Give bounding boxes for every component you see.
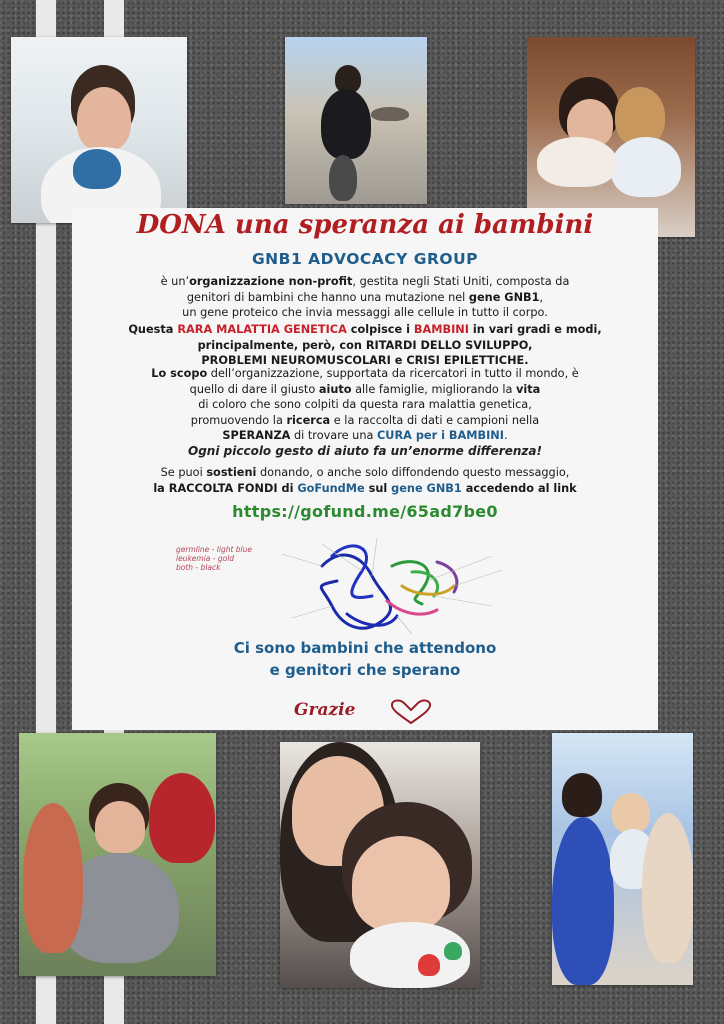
org-name: GNB1 ADVOCACY GROUP <box>251 250 479 268</box>
mission-paragraph: Lo scopo dell’organizzazione, supportata da ricercatori in tutto il mondo, è quello di dare il giusto aiuto alle famiglie, migliorando la vita di coloro che sono colpiti da questa rara malattia genetica, promuovendo la ricerca e la raccolta di dati e campioni nella SPERANZA di trovare una CURA per i BAMBINI. <box>151 367 579 443</box>
photo-mother-daughter <box>280 742 480 988</box>
donate-paragraph: Se puoi sostieni donando, o anche solo diffondendo questo messaggio, la RACCOLTA FONDI di GoFundMe sul gene GNB1 accedendo al link <box>153 466 577 495</box>
photo-boy-glasses <box>11 37 187 223</box>
info-card <box>72 208 658 730</box>
photo-girl-kisses <box>19 733 216 976</box>
photo-mother-child <box>527 37 695 237</box>
heart-icon <box>388 699 434 725</box>
page-title: DONA una speranza ai bambini <box>136 210 594 240</box>
protein-legend: germline - light blue leukemia - gold both - black <box>176 545 252 572</box>
gofundme-link[interactable]: https://gofund.me/65ad7be0 <box>232 502 498 521</box>
photo-mother-baby-teddy <box>552 733 693 985</box>
protein-structure-image <box>172 526 552 638</box>
thanks-text: Grazie <box>294 700 356 720</box>
disease-paragraph: Questa RARA MALATTIA GENETICA colpisce i BAMBINI in vari gradi e modi, principalmente, però, con RITARDI DELLO SVILUPPO, PROBLEMI NEUROMUSCOLARI e CRISI EPILETTICHE. <box>128 323 602 368</box>
closing-message: Ci sono bambini che attendono e genitori che sperano <box>233 639 497 679</box>
photo-boy-pigeons <box>285 37 427 204</box>
motto-text: Ogni piccolo gesto di aiuto fa un’enorme differenza! <box>188 444 542 458</box>
intro-paragraph: è un’organizzazione non-profit, gestita negli Stati Uniti, composta da genitori di bambini che hanno una mutazione nel gene GNB1, un gene proteico che invia messaggi alle cellule in tutto il corpo. <box>160 275 570 320</box>
